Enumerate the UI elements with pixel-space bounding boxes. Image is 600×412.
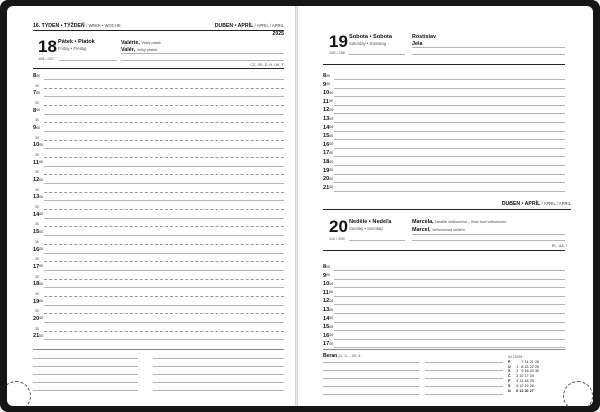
hour-minutes: 00 bbox=[326, 273, 331, 278]
note-line bbox=[33, 358, 138, 359]
day-underline bbox=[59, 60, 117, 61]
half-hour-line bbox=[44, 209, 284, 210]
hour-label bbox=[323, 341, 333, 347]
hour-line bbox=[334, 113, 565, 114]
day-name: Pátek • Piatok bbox=[58, 39, 95, 45]
hour-line bbox=[334, 296, 565, 297]
half-hour-line bbox=[44, 157, 284, 158]
hour-line bbox=[334, 122, 565, 123]
sat-rule bbox=[323, 64, 565, 65]
calendar-day: 26 bbox=[529, 383, 534, 388]
hour-number: 15 bbox=[33, 229, 40, 236]
hour-minutes: 00 bbox=[36, 125, 41, 130]
nameday-sat-cz: Rostislav bbox=[412, 34, 436, 40]
hour-label bbox=[323, 168, 333, 174]
half-hour-line bbox=[44, 279, 284, 280]
calendar-day: 12 bbox=[519, 383, 524, 388]
hour-minutes: 00 bbox=[38, 160, 43, 165]
hour-label bbox=[33, 281, 43, 287]
hour-number: 15 bbox=[323, 324, 330, 331]
hour-line bbox=[334, 313, 565, 314]
hour-line bbox=[44, 287, 284, 288]
nameday-sun-sk: Marcel, Veľkonočná nedeľa bbox=[412, 227, 465, 233]
hour-label bbox=[33, 160, 43, 166]
hour-number: 21 bbox=[33, 333, 40, 340]
nameday-line-2 bbox=[121, 60, 284, 61]
hour-number: 18 bbox=[33, 281, 40, 288]
hour-label bbox=[323, 264, 330, 270]
calendar-day: 19 bbox=[524, 383, 529, 388]
half-hour-line bbox=[44, 226, 284, 227]
half-hour-line bbox=[44, 88, 284, 89]
hour-number: 17 bbox=[33, 263, 40, 270]
nameday-sun-cz: Marcela, Neděle velikonoční – Boží hod velikonoční bbox=[412, 219, 507, 225]
day-index: 108 / 257 bbox=[38, 57, 54, 61]
notes-rule bbox=[33, 349, 284, 350]
hour-minutes: 00 bbox=[328, 99, 333, 104]
hour-line bbox=[44, 235, 284, 236]
calendar-day: 24 bbox=[529, 374, 534, 379]
sun-rule bbox=[323, 250, 565, 251]
hour-number: 16 bbox=[33, 246, 40, 253]
hour-minutes: 00 bbox=[329, 316, 334, 321]
calendar-day: 20 bbox=[524, 388, 529, 393]
hour-minutes: 00 bbox=[329, 133, 334, 138]
half-hour-line bbox=[44, 296, 284, 297]
hour-minutes: 00 bbox=[329, 142, 334, 147]
hour-number: 8 bbox=[33, 73, 37, 79]
calendar-day bbox=[534, 389, 539, 394]
zodiac: Beran21. 3. – 20. 4. bbox=[323, 353, 362, 359]
hour-line bbox=[44, 148, 284, 149]
hour-label bbox=[323, 116, 333, 122]
hour-number: 19 bbox=[323, 167, 330, 174]
hour-number: 9 bbox=[323, 272, 327, 279]
hour-label bbox=[33, 73, 40, 79]
hour-minutes: 00 bbox=[328, 290, 333, 295]
hour-number: 12 bbox=[323, 107, 330, 114]
hour-minutes: 00 bbox=[329, 307, 334, 312]
nameday-line-1 bbox=[121, 53, 284, 54]
half-hour-label: 30 bbox=[35, 222, 39, 227]
hour-line bbox=[44, 339, 284, 340]
calendar-day: 17 bbox=[524, 374, 529, 379]
calendar-day: 2 bbox=[516, 369, 519, 374]
hour-number: 9 bbox=[323, 81, 327, 88]
hour-label bbox=[33, 108, 40, 114]
calendar-day: 18 bbox=[524, 378, 529, 383]
hour-number: 14 bbox=[323, 315, 330, 322]
hour-line bbox=[334, 279, 565, 280]
hour-minutes: 00 bbox=[36, 108, 41, 113]
hour-line bbox=[334, 139, 565, 140]
half-hour-label: 30 bbox=[35, 153, 39, 158]
hour-line bbox=[334, 339, 565, 340]
hour-minutes: 00 bbox=[326, 73, 331, 78]
day-number-sat: 19 bbox=[329, 32, 348, 51]
hour-number: 10 bbox=[323, 281, 330, 288]
month-label-right: DUBEN • APRÍL / APRIL / APRIL bbox=[501, 201, 571, 207]
day-name-sun: Neděle • Nedeľa bbox=[349, 219, 392, 225]
hour-number: 16 bbox=[323, 141, 330, 148]
hour-label bbox=[33, 125, 40, 131]
hour-line bbox=[334, 88, 565, 89]
hour-number: 11 bbox=[323, 98, 329, 105]
calendar-day: 13 bbox=[519, 388, 524, 393]
nameday-sun-line-2 bbox=[412, 240, 565, 241]
note-line bbox=[153, 374, 284, 375]
calendar-weekday: N bbox=[508, 388, 511, 393]
hour-number: 21 bbox=[323, 184, 330, 191]
half-hour-label: 30 bbox=[35, 239, 39, 244]
nameday-sat-line-2 bbox=[412, 54, 565, 55]
hour-number: 13 bbox=[323, 307, 330, 313]
hour-label bbox=[323, 185, 333, 191]
hour-minutes: 00 bbox=[39, 281, 44, 286]
hour-minutes: 00 bbox=[36, 73, 41, 78]
hour-number: 8 bbox=[323, 264, 327, 270]
mini-calendar bbox=[508, 355, 539, 393]
hour-line bbox=[44, 183, 284, 184]
calendar-day: 8 bbox=[521, 364, 524, 369]
hour-minutes: 00 bbox=[39, 194, 44, 199]
calendar-day: 14 bbox=[524, 359, 529, 364]
note-line bbox=[33, 390, 138, 391]
sun-header-rule bbox=[323, 209, 571, 210]
note-line bbox=[33, 382, 138, 383]
hour-label bbox=[33, 247, 43, 253]
hour-label bbox=[323, 298, 333, 304]
hour-label bbox=[323, 125, 333, 131]
half-hour-label: 30 bbox=[35, 135, 39, 140]
half-hour-label: 30 bbox=[35, 257, 39, 262]
hour-number: 9 bbox=[33, 125, 37, 132]
hour-label bbox=[323, 324, 333, 330]
calendar-day: 29 bbox=[534, 364, 539, 369]
hour-label bbox=[323, 273, 330, 279]
note-line bbox=[153, 358, 284, 359]
half-hour-line bbox=[44, 105, 284, 106]
hour-label bbox=[323, 176, 333, 182]
hour-label bbox=[323, 133, 333, 139]
calendar-day: 30 bbox=[534, 369, 539, 374]
hour-line bbox=[44, 218, 284, 219]
hour-minutes: 00 bbox=[329, 159, 334, 164]
hour-line bbox=[44, 253, 284, 254]
hour-line bbox=[44, 305, 284, 306]
hour-label bbox=[323, 290, 333, 296]
calendar-day: 7 bbox=[521, 359, 524, 364]
calendar-day: 3 bbox=[516, 374, 519, 379]
hour-line bbox=[334, 79, 565, 80]
nameday-sat-line-1 bbox=[412, 47, 565, 48]
hour-minutes: 00 bbox=[329, 150, 334, 155]
note-line bbox=[425, 378, 503, 379]
half-hour-label: 30 bbox=[35, 326, 39, 331]
month-label: DUBEN • APRÍL / APRIL / APRIL bbox=[214, 23, 284, 29]
hour-label bbox=[323, 82, 330, 88]
calendar-day: 21 bbox=[529, 359, 534, 364]
calendar-day: 1 bbox=[516, 364, 519, 369]
hour-label bbox=[323, 159, 333, 165]
note-line bbox=[323, 386, 419, 387]
note-line bbox=[33, 374, 138, 375]
day-index-sat: 109 / 256 bbox=[329, 51, 345, 55]
hour-line bbox=[44, 79, 284, 80]
right-page bbox=[297, 6, 593, 406]
mini-calendar-title: 04 | 2025 bbox=[508, 355, 523, 359]
hour-minutes: 00 bbox=[39, 142, 44, 147]
hour-label bbox=[323, 99, 333, 105]
hour-minutes: 00 bbox=[329, 90, 334, 95]
half-hour-label: 30 bbox=[35, 187, 39, 192]
hour-label bbox=[33, 299, 43, 305]
hour-minutes: 00 bbox=[36, 90, 41, 95]
half-hour-label: 30 bbox=[35, 83, 39, 88]
half-hour-line bbox=[44, 261, 284, 262]
calendar-weekday: P bbox=[508, 359, 511, 364]
half-hour-label: 30 bbox=[35, 291, 39, 296]
hour-label bbox=[33, 333, 43, 339]
calendar-weekday: Č bbox=[508, 374, 511, 379]
calendar-day: 15 bbox=[524, 364, 529, 369]
hour-minutes: 00 bbox=[326, 82, 331, 87]
hour-minutes: 00 bbox=[329, 168, 334, 173]
note-line bbox=[153, 382, 284, 383]
hour-line bbox=[334, 287, 565, 288]
hour-minutes: 00 bbox=[329, 341, 334, 346]
day-name-sub-sun: Sunday • Sonntag bbox=[349, 226, 383, 231]
hour-line bbox=[44, 131, 284, 132]
hour-line bbox=[334, 148, 565, 149]
calendar-day: 5 bbox=[516, 383, 519, 388]
hour-line bbox=[334, 174, 565, 175]
hour-minutes: 00 bbox=[329, 324, 334, 329]
note-line bbox=[323, 394, 419, 395]
day-number: 18 bbox=[38, 37, 57, 56]
hour-line bbox=[334, 96, 565, 97]
half-hour-label: 30 bbox=[35, 309, 39, 314]
hour-label bbox=[323, 107, 333, 113]
day-underline-sat bbox=[349, 54, 405, 55]
hour-number: 19 bbox=[33, 298, 40, 305]
note-line bbox=[425, 362, 503, 363]
page-corner-right bbox=[563, 381, 593, 406]
hour-number: 7 bbox=[33, 90, 37, 97]
hour-number: 17 bbox=[323, 341, 330, 348]
calendar-weekday: P bbox=[508, 378, 511, 383]
nameday-sat-sk: Jela bbox=[412, 41, 423, 47]
hour-line bbox=[334, 182, 565, 183]
calendar-day: 11 bbox=[519, 378, 524, 383]
hour-line bbox=[334, 191, 565, 192]
half-hour-label: 30 bbox=[35, 205, 39, 210]
nameday-sk: Valér, Veľký piatok bbox=[121, 47, 158, 53]
nameday-cz: Valérie, Velký pátek bbox=[121, 40, 161, 46]
hour-line bbox=[334, 131, 565, 132]
calendar-weekday: Ú bbox=[508, 364, 511, 369]
holiday-codes-sun: PL, UA, I bbox=[551, 244, 567, 248]
hour-label bbox=[323, 281, 333, 287]
day-index-sun: 110 / 255 bbox=[329, 237, 345, 241]
hour-minutes: 00 bbox=[329, 185, 334, 190]
hour-minutes: 00 bbox=[329, 333, 334, 338]
day-underline-sun bbox=[349, 240, 405, 241]
hour-line bbox=[334, 330, 565, 331]
hour-label bbox=[323, 316, 333, 322]
hour-line bbox=[44, 114, 284, 115]
calendar-day: 28 bbox=[534, 359, 539, 364]
note-line bbox=[323, 362, 419, 363]
hour-line bbox=[334, 304, 565, 305]
hour-minutes: 00 bbox=[329, 176, 334, 181]
hour-number: 18 bbox=[323, 159, 330, 165]
hour-line bbox=[44, 270, 284, 271]
hour-number: 16 bbox=[323, 332, 330, 339]
hour-number: 20 bbox=[33, 315, 40, 322]
holiday-codes: CZ, SK, D, H, UK, F bbox=[250, 63, 284, 67]
calendar-day: 10 bbox=[519, 374, 524, 379]
half-hour-label: 30 bbox=[35, 170, 39, 175]
hour-line bbox=[334, 165, 565, 166]
hour-minutes: 00 bbox=[39, 212, 44, 217]
half-hour-line bbox=[44, 122, 284, 123]
hour-minutes: 00 bbox=[326, 264, 331, 269]
note-line bbox=[425, 394, 503, 395]
hour-number: 10 bbox=[33, 142, 40, 149]
hour-number: 11 bbox=[33, 159, 39, 166]
hour-label bbox=[33, 316, 43, 322]
calendar-day: 9 bbox=[521, 369, 524, 374]
hour-minutes: 00 bbox=[329, 298, 334, 303]
half-hour-line bbox=[44, 331, 284, 332]
hour-label bbox=[33, 229, 43, 235]
half-hour-line bbox=[44, 174, 284, 175]
hour-line bbox=[44, 96, 284, 97]
half-hour-label: 30 bbox=[35, 101, 39, 106]
hour-minutes: 00 bbox=[39, 299, 44, 304]
hour-line bbox=[44, 200, 284, 201]
left-page bbox=[7, 6, 296, 406]
calendar-row bbox=[508, 389, 539, 394]
half-hour-line bbox=[44, 244, 284, 245]
calendar-day: 23 bbox=[529, 369, 534, 374]
half-hour-label: 30 bbox=[35, 118, 39, 123]
note-line bbox=[33, 366, 138, 367]
calendar-day: 25 bbox=[529, 378, 534, 383]
hour-number: 8 bbox=[323, 73, 327, 79]
hour-number: 8 bbox=[33, 107, 37, 114]
hour-minutes: 00 bbox=[39, 247, 44, 251]
hour-number: 11 bbox=[323, 289, 329, 296]
note-line bbox=[425, 370, 503, 371]
hour-label bbox=[323, 307, 333, 313]
hour-label bbox=[323, 150, 333, 156]
nameday-sun-line-1 bbox=[412, 234, 565, 235]
hour-number: 12 bbox=[33, 177, 40, 184]
calendar-day: 27 bbox=[529, 388, 534, 393]
hour-label bbox=[323, 73, 330, 79]
hour-label bbox=[33, 264, 43, 270]
hour-label bbox=[323, 333, 333, 339]
hour-minutes: 00 bbox=[329, 107, 334, 112]
calendar-day: 6 bbox=[516, 388, 519, 393]
hour-line bbox=[334, 156, 565, 157]
hour-label bbox=[33, 212, 43, 218]
week-label: 16. TÝDEN • TÝŽDEŇ / WEEK • WOCHE bbox=[33, 23, 121, 29]
hour-minutes: 00 bbox=[39, 333, 44, 338]
day-name-sub-sat: Saturday • Samstag bbox=[349, 41, 387, 46]
hour-number: 12 bbox=[323, 298, 330, 305]
day-number-sun: 20 bbox=[329, 217, 348, 236]
note-line bbox=[323, 370, 419, 371]
year-label: 2025 bbox=[272, 31, 284, 37]
hour-minutes: 00 bbox=[39, 264, 44, 269]
hour-label bbox=[33, 194, 43, 200]
hour-line bbox=[334, 105, 565, 106]
half-hour-line bbox=[44, 192, 284, 193]
header-rule bbox=[33, 30, 284, 31]
day-name-sub: Friday • Freitag bbox=[58, 46, 87, 51]
hour-minutes: 00 bbox=[39, 177, 44, 182]
hour-line bbox=[334, 270, 565, 271]
page-corner-left bbox=[7, 381, 31, 406]
hour-label bbox=[323, 90, 333, 96]
hour-label bbox=[33, 142, 43, 148]
hour-number: 15 bbox=[323, 133, 330, 140]
hour-minutes: 00 bbox=[329, 125, 334, 130]
hour-number: 13 bbox=[323, 116, 330, 122]
hour-line bbox=[44, 322, 284, 323]
half-hour-line bbox=[44, 313, 284, 314]
hour-number: 14 bbox=[33, 211, 40, 218]
half-hour-label: 30 bbox=[35, 274, 39, 279]
half-hour-line bbox=[44, 140, 284, 141]
hour-line bbox=[44, 166, 284, 167]
hour-number: 20 bbox=[323, 176, 330, 183]
hour-line bbox=[334, 322, 565, 323]
hour-number: 13 bbox=[33, 194, 40, 201]
hour-minutes: 00 bbox=[39, 316, 44, 321]
note-line bbox=[153, 390, 284, 391]
calendar-day: 22 bbox=[529, 364, 534, 369]
note-line bbox=[425, 386, 503, 387]
hour-label bbox=[323, 142, 333, 148]
hour-number: 17 bbox=[323, 150, 330, 157]
calendar-weekday: S bbox=[508, 383, 511, 388]
note-line bbox=[323, 378, 419, 379]
calendar-weekday: S bbox=[508, 369, 511, 374]
hour-minutes: 00 bbox=[329, 116, 334, 121]
notes-rule-right bbox=[323, 349, 565, 350]
calendar-day: 16 bbox=[524, 369, 529, 374]
calendar-day: 4 bbox=[516, 378, 519, 383]
hour-minutes: 00 bbox=[39, 229, 44, 234]
hour-number: 14 bbox=[323, 124, 330, 131]
note-line bbox=[153, 366, 284, 367]
hour-label bbox=[33, 90, 40, 96]
day-rule bbox=[33, 68, 284, 69]
day-name-sat: Sobota • Sobota bbox=[349, 34, 392, 40]
planner-spine bbox=[295, 6, 298, 406]
hour-label bbox=[33, 177, 43, 183]
hour-number: 10 bbox=[323, 90, 330, 97]
hour-minutes: 00 bbox=[329, 281, 334, 286]
